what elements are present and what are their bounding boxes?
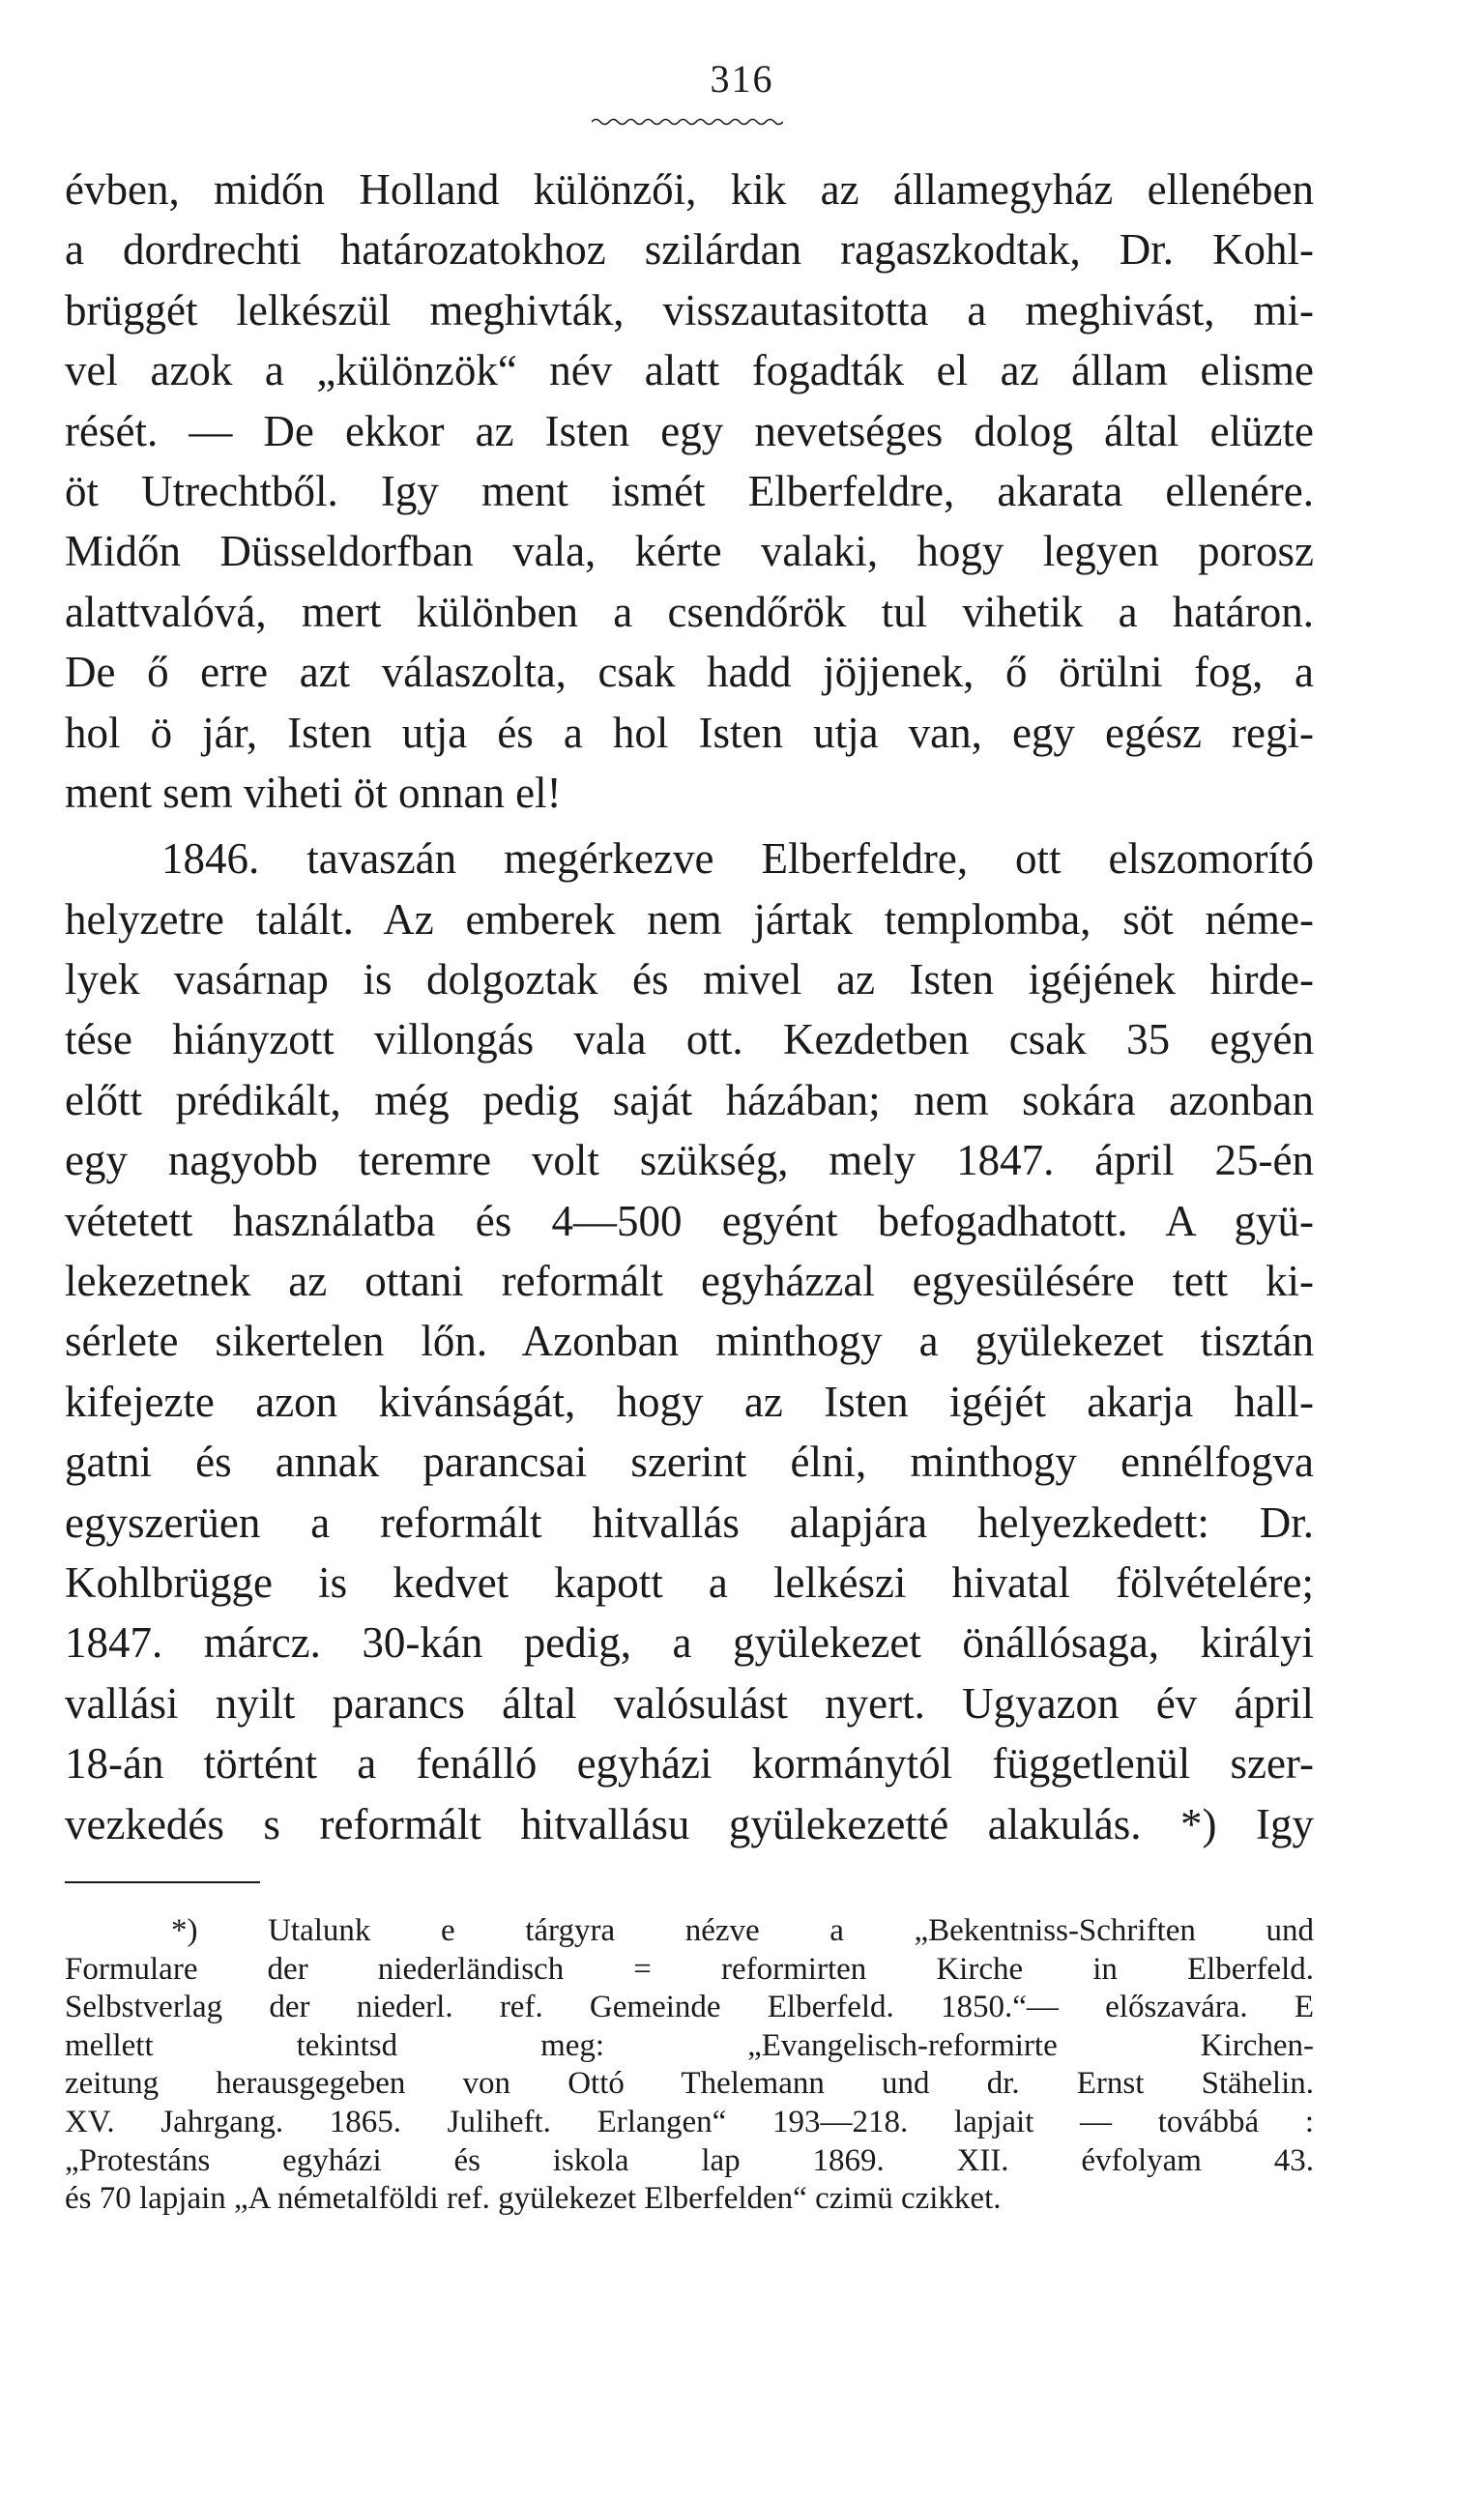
text-line: Kohlbrügge is kedvet kapott a lelkészi hivatal fölvételére;	[65, 1557, 1314, 1607]
text-line: Midőn Düsseldorfban vala, kérte valaki, hogy legyen porosz	[65, 527, 1314, 576]
text-line: 1846. tavaszán megérkezve Elberfeldre, ott elszomorító	[161, 834, 1314, 884]
text-line: lyek vasárnap is dolgoztak és mivel az Isten igéjének hirde-	[65, 955, 1314, 1004]
footnote-line: Selbstverlag der niederl. ref. Gemeinde Elberfeld. 1850.“— előszavára. E	[65, 1990, 1314, 2025]
text-line: évben, midőn Holland különzői, kik az államegyház ellenében	[65, 165, 1314, 214]
text-line: öt Utrechtből. Igy ment ismét Elberfeldre, akarata ellenére.	[65, 466, 1314, 515]
text-line: egy nagyobb teremre volt szükség, mely 1847. ápril 25-én	[65, 1136, 1314, 1185]
text-line: tése hiányzott villongás vala ott. Kezdetben csak 35 egyén	[65, 1015, 1314, 1064]
text-line: sérlete sikertelen lőn. Azonban minthogy a gyülekezet tisztán	[65, 1317, 1314, 1366]
text-line: hol ö jár, Isten utja és a hol Isten utja van, egy egész regi-	[65, 708, 1314, 757]
footnote-line: *) Utalunk e tárgyra nézve a „Bekentniss-Schriften und	[171, 1913, 1314, 1948]
text-line: egyszerüen a reformált hitvallás alapjára helyezkedett: Dr.	[65, 1498, 1314, 1547]
footnote-line: Formulare der niederländisch = reformirten Kirche in Elberfeld.	[65, 1951, 1314, 1987]
text-line: lekezetnek az ottani reformált egyházzal egyesülésére tett ki-	[65, 1257, 1314, 1306]
footnote-line: „Protestáns egyházi és iskola lap 1869. XII. évfolyam 43.	[65, 2142, 1314, 2178]
text-line: kifejezte azon kivánságát, hogy az Isten igéjét akarja hall-	[65, 1377, 1314, 1426]
text-line: 18-án történt a fenálló egyházi kormánytól függetlenül szer-	[65, 1739, 1314, 1789]
text-line: brüggét lelkészül meghivták, visszautasitotta a meghivást, mi-	[65, 285, 1314, 335]
text-line: De ő erre azt válaszolta, csak hadd jöjjenek, ő örülni fog, a	[65, 648, 1314, 697]
text-line: helyzetre talált. Az emberek nem jártak templomba, söt néme-	[65, 894, 1314, 944]
text-line: rését. — De ekkor az Isten egy nevetséges dolog által elüzte	[65, 406, 1314, 455]
text-line: gatni és annak parancsai szerint élni, minthogy ennélfogva	[65, 1438, 1314, 1487]
footnote-line: és 70 lapjain „A németalföldi ref. gyülekezet Elberfelden“ czimü czikket.	[65, 2181, 1002, 2217]
page-number: 316	[710, 57, 774, 101]
footnote-line: mellett tekintsd meg: „Evangelisch-reformirte Kirchen-	[65, 2027, 1314, 2063]
text-line: 1847. márcz. 30-kán pedig, a gyülekezet önállósaga, királyi	[65, 1618, 1314, 1668]
text-line: vezkedés s reformált hitvallásu gyülekezetté alakulás. *) Igy	[65, 1799, 1314, 1848]
main-text-block	[65, 160, 1314, 1854]
text-line: alattvalóvá, mert különben a csendőrök tul vihetik a határon.	[65, 587, 1314, 636]
text-line: előtt prédikált, még pedig saját házában; nem sokára azonban	[65, 1075, 1314, 1124]
footnote-line: zeitung herausgegeben von Ottó Thelemann und dr. Ernst Stähelin.	[65, 2066, 1314, 2102]
footnote-divider	[65, 1881, 260, 1883]
text-line: a dordrechti határozatokhoz szilárdan ragaszkodtak, Dr. Kohl-	[65, 225, 1314, 275]
text-line: vallási nyilt parancs által valósulást nyert. Ugyazon év ápril	[65, 1678, 1314, 1728]
text-line: ment sem viheti öt onnan el!	[65, 768, 562, 817]
footnote-block	[65, 1912, 1314, 2219]
text-line: vétetett használatba és 4—500 egyént befogadhatott. A gyü-	[65, 1196, 1314, 1245]
footnote-line: XV. Jahrgang. 1865. Juliheft. Erlangen“ 193—218. lapjait — továbbá :	[65, 2104, 1314, 2139]
wavy-ornament-icon	[592, 116, 783, 128]
text-line: vel azok a „különzök“ név alatt fogadták el az állam elisme	[65, 346, 1314, 395]
